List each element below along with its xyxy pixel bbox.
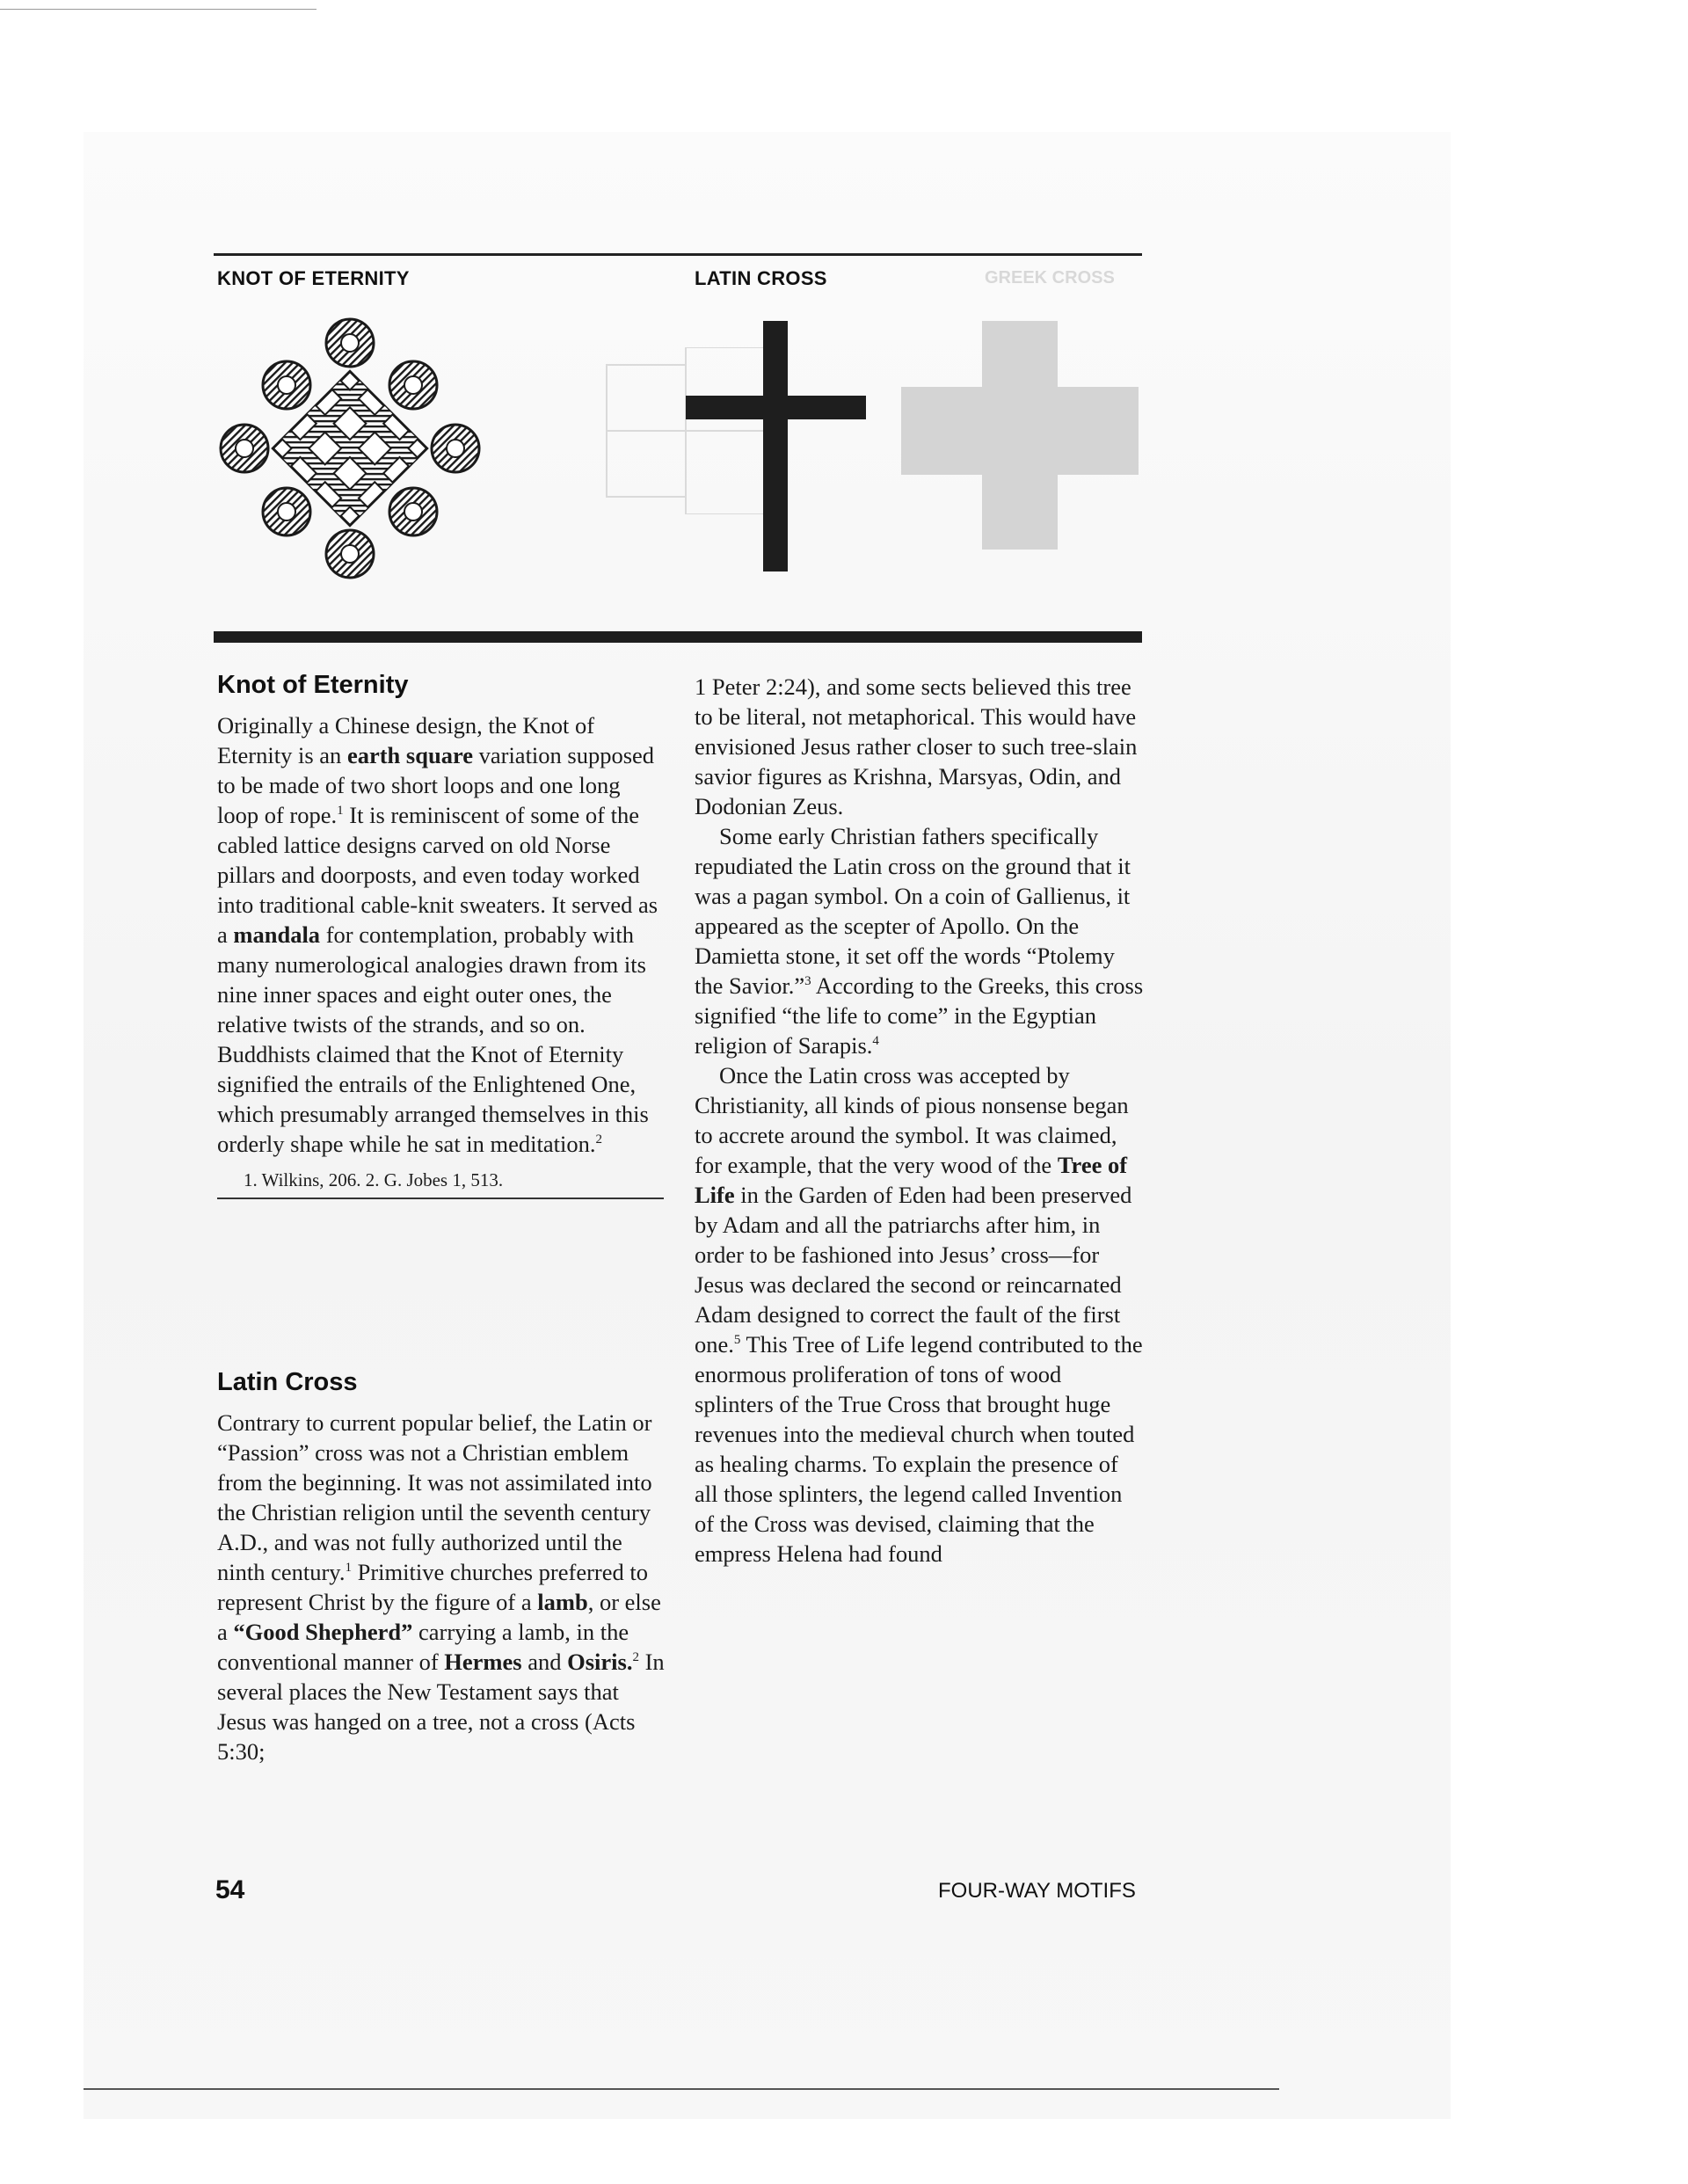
tree-of-life-link: Tree of Life [695, 1152, 1128, 1208]
latin-cross-paragraph-1: Contrary to current popular belief, the Latin or “Passion” cross was not a Christian emblem from the beginning. It was not assimilated into the Christian religion until the seventh century A.D., and was not fully authorized until the ninth century.$^1$ Primitive churches preferred to represent Christ by the figure of a lamb, or else a “Good Shepherd” carrying a lamb, in the conventional manner of Hermes and Osiris.$^2$ In several places the New Testament says that Jesus was hanged on a tree, not a cross (Acts 5:30; [217, 1409, 665, 1765]
latin-cross-paragraph-2: Some early Christian fathers specifically repudiated the Latin cross on the ground that it was a pagan symbol. On a coin of Gallienus, it appeared as the scepter of Apollo. On the Damietta stone, it set off the words “Ptolemy the Savior.”$^3$ According to the Greeks, this cross signified “the life to come” in the Egyptian religion of Sarapis.$^4$ [695, 823, 1144, 1059]
good-shepherd-link: “Good Shepherd” [233, 1619, 413, 1645]
knot-footnote: 1. Wilkins, 206. 2. G. Jobes 1, 513. [244, 1169, 504, 1190]
knot-of-eternity-section [217, 670, 666, 1199]
scan-edge-line [0, 9, 316, 10]
footnote-rule [217, 1198, 664, 1199]
mandala-link: mandala [233, 921, 321, 948]
knot-icon [218, 317, 482, 580]
osiris-link: Osiris. [567, 1649, 633, 1675]
earth-square-link: earth square [346, 742, 473, 768]
knot-figure-label: KNOT OF ETERNITY [217, 267, 410, 289]
latin-cross-illustration [686, 321, 870, 571]
right-column [695, 672, 1145, 1569]
lamb-link: lamb [537, 1589, 588, 1615]
latin-cross-icon [686, 321, 870, 571]
bleed-through-label: GREEK CROSS [985, 268, 1115, 288]
knot-of-eternity-illustration [218, 317, 482, 580]
figure-top-rule [214, 253, 1142, 256]
section-divider-rule [214, 631, 1142, 643]
page-number: 54 [215, 1875, 245, 1904]
knot-heading: Knot of Eternity [217, 671, 409, 699]
scan-bottom-edge [84, 2088, 1279, 2090]
hermes-link: Hermes [444, 1649, 522, 1675]
bleed-through-greek-cross [901, 321, 1139, 550]
running-title: FOUR-WAY MOTIFS [938, 1879, 1136, 1903]
latin-cross-section [217, 1367, 666, 1766]
latin-cross-paragraph-3: Once the Latin cross was accepted by Christianity, all kinds of pious nonsense began to accrete around the symbol. It was claimed, for example, that the very wood of the Tree of Life in the Garden of Eden had been preserved by Adam and all the patriarchs after him, in order to be fashioned into Jesus’ cross—for Jesus was declared the second or reincarnated Adam designed to correct the fault of the first one.$^5$ This Tree of Life legend contributed to the enormous proliferation of tons of wood splinters of the True Cross that brought huge revenues into the medieval church when touted as healing charms. To explain the presence of all those splinters, the legend called Invention of the Cross was devised, claiming that the empress Helena had found [695, 1062, 1143, 1567]
latin-cross-paragraph-1-continued: 1 Peter 2:24), and some sects believed this tree to be literal, not metaphorical. This would have envisioned Jesus rather closer to such tree-slain savior figures as Krishna, Marsyas, Odin, and Dodonian Zeus. [695, 673, 1138, 819]
latin-cross-heading: Latin Cross [217, 1368, 358, 1396]
knot-paragraph: Originally a Chinese design, the Knot of Eternity is an earth square variation supposed to be made of two short loops and one long loop of rope.$^1$ It is reminiscent of some of the cabled lattice designs carved on old Norse pillars and doorposts, and even today worked into traditional cable-knit sweaters. It served as a mandala for contemplation, probably with many numerological analogies drawn from its nine inner spaces and eight outer ones, the relative twists of the strands, and so on. Buddhists claimed that the Knot of Eternity signified the entrails of the Enlightened One, which presumably arranged themselves in this orderly shape while he sat in meditation.$^2$ [217, 712, 658, 1157]
cross-figure-label: LATIN CROSS [695, 267, 827, 289]
